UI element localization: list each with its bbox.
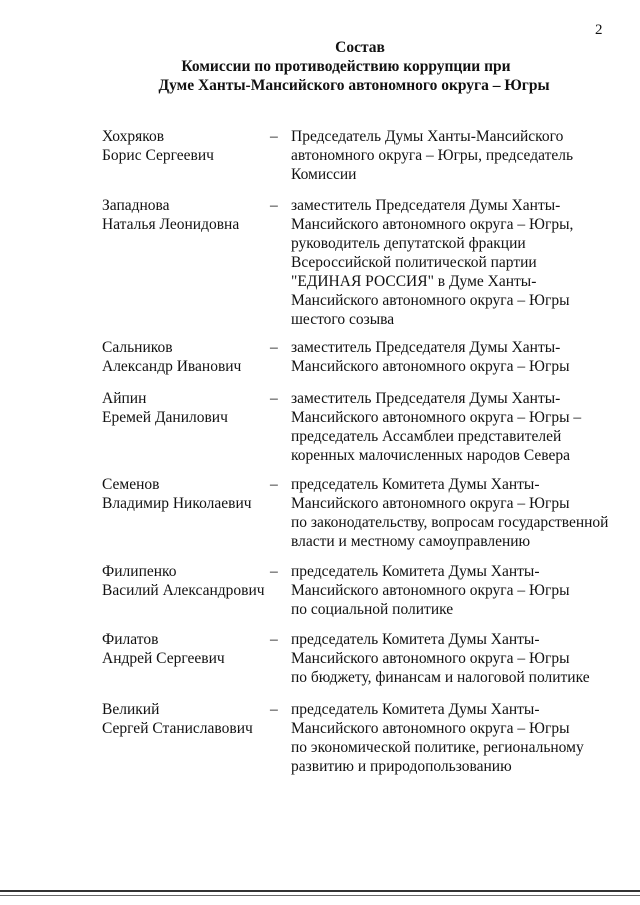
role-line: председатель Комитета Думы Ханты- (291, 563, 540, 580)
member-role (291, 475, 611, 551)
member-name (102, 562, 272, 600)
separator-dash: – (270, 476, 278, 493)
role-line: Комиссии (291, 166, 357, 183)
member-given-name: Сергей Станиславович (102, 720, 253, 737)
member-name (102, 127, 272, 165)
role-line: развитию и природопользованию (291, 758, 512, 775)
role-line: Мансийского автономного округа – Югры – (291, 409, 582, 426)
member-role (291, 562, 611, 619)
role-line: председатель Ассамблеи представителей (291, 428, 562, 445)
member-surname: Айпин (102, 390, 147, 407)
member-given-name: Борис Сергеевич (102, 147, 214, 164)
separator-dash: – (270, 563, 278, 580)
role-line: председатель Комитета Думы Ханты- (291, 476, 540, 493)
role-line: председатель Комитета Думы Ханты- (291, 701, 540, 718)
role-line: заместитель Председателя Думы Ханты- (291, 339, 561, 356)
separator-dash: – (270, 390, 278, 407)
footer-divider (0, 890, 640, 892)
heading-line-2: Комиссии по противодействию коррупции при (181, 58, 511, 75)
role-line: Мансийского автономного округа – Югры (291, 720, 570, 737)
heading-line-3: Думе Ханты-Мансийского автономного округа – Югры (158, 77, 550, 94)
role-line: власти и местному самоуправлению (291, 533, 531, 550)
member-surname: Западнова (102, 197, 170, 214)
role-line: "ЕДИНАЯ РОССИЯ" в Думе Ханты- (291, 273, 537, 290)
role-line: Мансийского автономного округа – Югры (291, 582, 570, 599)
heading-line-1: Состав (335, 39, 385, 56)
separator-dash: – (270, 339, 278, 356)
role-line: шестого созыва (291, 311, 395, 328)
member-surname: Филипенко (102, 563, 177, 580)
member-name (102, 475, 272, 513)
member-role (291, 196, 611, 329)
role-line: заместитель Председателя Думы Ханты- (291, 197, 561, 214)
member-role (291, 338, 611, 376)
separator-dash: – (270, 631, 278, 648)
role-line: руководитель депутатской фракции (291, 235, 526, 252)
role-line: председатель Комитета Думы Ханты- (291, 631, 540, 648)
member-role (291, 630, 611, 687)
member-given-name: Александр Иванович (102, 358, 242, 375)
role-line: Всероссийской политической партии (291, 254, 537, 271)
member-name (102, 700, 272, 738)
member-given-name: Наталья Леонидовна (102, 216, 240, 233)
role-line: по экономической политике, региональному (291, 739, 584, 756)
role-line: Мансийского автономного округа – Югры (291, 358, 570, 375)
member-role (291, 700, 611, 776)
member-surname: Хохряков (102, 128, 165, 145)
member-name (102, 196, 272, 234)
role-line: Председатель Думы Ханты-Мансийского (291, 128, 564, 145)
role-line: заместитель Председателя Думы Ханты- (291, 390, 561, 407)
role-line: Мансийского автономного округа – Югры (291, 292, 570, 309)
separator-dash: – (270, 197, 278, 214)
role-line: коренных малочисленных народов Севера (291, 447, 570, 464)
role-line: по законодательству, вопросам государственной (291, 514, 609, 531)
member-name (102, 389, 272, 427)
role-line: Мансийского автономного округа – Югры, (291, 216, 574, 233)
role-line: по социальной политике (291, 601, 454, 618)
member-given-name: Василий Александрович (102, 582, 265, 599)
member-given-name: Андрей Сергеевич (102, 650, 225, 667)
member-given-name: Владимир Николаевич (102, 495, 252, 512)
member-name (102, 630, 272, 668)
role-line: Мансийского автономного округа – Югры (291, 650, 570, 667)
separator-dash: – (270, 701, 278, 718)
member-name (102, 338, 272, 376)
document-heading (0, 38, 640, 95)
role-line: Мансийского автономного округа – Югры (291, 495, 570, 512)
member-surname: Семенов (102, 476, 160, 493)
member-role (291, 127, 611, 184)
separator-dash: – (270, 128, 278, 145)
role-line: автономного округа – Югры, председатель (291, 147, 574, 164)
page-number: 2 (595, 22, 603, 38)
member-surname: Филатов (102, 631, 159, 648)
role-line: по бюджету, финансам и налоговой политике (291, 669, 590, 686)
member-role (291, 389, 611, 465)
footer-divider-thin (0, 895, 640, 896)
member-surname: Великий (102, 701, 160, 718)
member-surname: Сальников (102, 339, 173, 356)
member-given-name: Еремей Данилович (102, 409, 228, 426)
